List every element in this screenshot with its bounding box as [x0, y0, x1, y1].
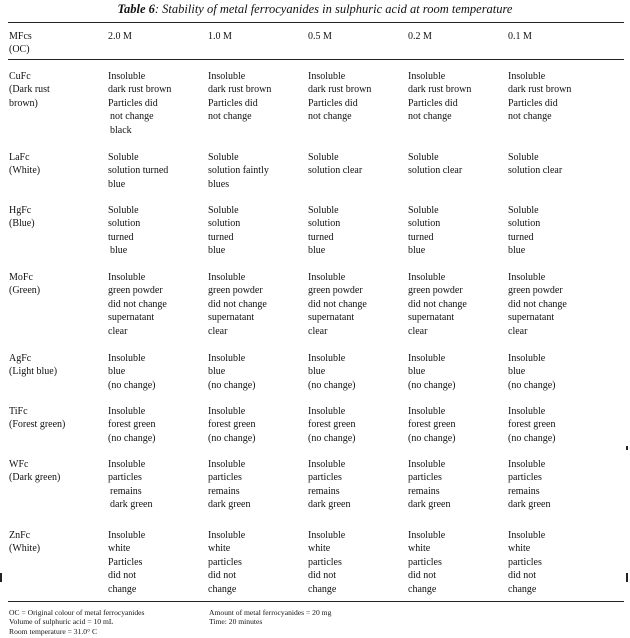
cell-line: black	[110, 124, 132, 136]
cell-wfc-0-5m	[308, 458, 350, 512]
cell-line: blue	[508, 245, 526, 257]
cell-line: dark rust brown	[108, 84, 172, 96]
cell-line: Insoluble	[508, 272, 546, 283]
cell-line: change	[208, 583, 237, 595]
top-rule	[8, 22, 624, 23]
cell-line: (no change)	[108, 432, 156, 444]
cell-line: clear	[208, 325, 228, 337]
cell-line: white	[308, 543, 331, 555]
cell-line: (no change)	[308, 379, 356, 391]
cell-line: not change	[110, 111, 154, 123]
cell-line: Particles did	[408, 97, 458, 109]
cell-mofc-1-0m	[208, 271, 267, 338]
cell-line: blue	[108, 178, 126, 190]
cell-line: turned	[508, 231, 534, 243]
cell-line: solution	[408, 218, 441, 230]
cell-line: not change	[508, 111, 552, 123]
caption-text: : Stability of metal ferrocyanides in sulphuric acid at room temperature	[154, 2, 513, 16]
cell-line: turned	[208, 231, 234, 243]
footnote-amount: Amount of metal ferrocyanides = 20 mg	[209, 608, 332, 617]
cell-line: blue	[508, 366, 526, 378]
cell-line: Insoluble	[208, 71, 246, 82]
cell-line: dark rust brown	[508, 84, 572, 96]
cell-lafc-0-1m	[508, 151, 562, 178]
cell-agfc-0-1m	[508, 352, 555, 392]
cell-line: Insoluble	[108, 353, 146, 364]
cell-line: particles	[208, 472, 242, 484]
cell-line: Insoluble	[308, 406, 346, 417]
cell-cufc-0-5m	[308, 70, 371, 124]
cell-line: Particles did	[308, 97, 358, 109]
bottom-rule	[8, 601, 624, 602]
cell-line: Particles did	[508, 97, 558, 109]
cell-line: (no change)	[408, 379, 456, 391]
cell-cufc-1-0m	[208, 70, 271, 124]
cell-line: Soluble	[108, 152, 139, 163]
row-label-wfc	[9, 458, 60, 485]
footnote-temperature: Room temperature = 31.0° C	[9, 626, 98, 636]
cell-line: (Green)	[9, 285, 41, 297]
cell-hgfc-2-0m	[108, 204, 140, 258]
cell-znfc-2-0m	[108, 529, 145, 596]
cell-line: particles	[308, 472, 342, 484]
cell-line: remains	[110, 485, 142, 497]
cell-line: green powder	[308, 285, 363, 297]
cell-line: solution	[208, 218, 241, 230]
cell-line: particles	[408, 556, 442, 568]
cell-line: supernatant	[408, 312, 455, 324]
footnotes-right	[209, 608, 331, 627]
cell-line: solution turned	[108, 165, 169, 177]
cell-line: 2.0 M	[108, 31, 132, 42]
cell-agfc-0-5m	[308, 352, 355, 392]
cell-line: did not	[408, 570, 437, 582]
cell-wfc-1-0m	[208, 458, 250, 512]
cell-line: Insoluble	[408, 353, 446, 364]
cell-line: particles	[508, 556, 542, 568]
footnote-volume: Volume of sulphuric acid = 10 mL	[9, 617, 114, 627]
cell-line: TiFc	[9, 406, 28, 417]
cell-line: Insoluble	[508, 406, 546, 417]
cell-line: dark rust brown	[208, 84, 272, 96]
cell-line: change	[108, 583, 137, 595]
cell-line: solution clear	[508, 165, 563, 177]
cell-line: Insoluble	[408, 459, 446, 470]
cell-line: Insoluble	[308, 272, 346, 283]
cell-line: brown)	[9, 97, 38, 109]
header-0-1m	[508, 30, 532, 43]
row-label-cufc	[9, 70, 50, 110]
cell-tifc-1-0m	[208, 405, 255, 445]
cell-line: Insoluble	[308, 71, 346, 82]
cell-line: forest green	[308, 419, 356, 431]
cell-line: blue	[108, 366, 126, 378]
cell-mofc-0-1m	[508, 271, 567, 338]
header-rule	[8, 59, 624, 60]
cell-line: blue	[208, 245, 226, 257]
cell-lafc-2-0m	[108, 151, 168, 191]
cell-line: 0.2 M	[408, 31, 432, 42]
cell-line: MoFc	[9, 272, 33, 283]
cell-line: Insoluble	[508, 71, 546, 82]
cell-hgfc-0-5m	[308, 204, 340, 258]
cell-line: supernatant	[208, 312, 255, 324]
cell-line: Particles	[108, 556, 143, 568]
cell-hgfc-0-1m	[508, 204, 540, 258]
cell-lafc-0-5m	[308, 151, 362, 178]
cell-line: Soluble	[408, 205, 439, 216]
footnotes-left	[9, 608, 144, 636]
cell-line: Soluble	[208, 205, 239, 216]
cell-line: (Blue)	[9, 218, 35, 230]
cell-line: Insoluble	[108, 71, 146, 82]
cell-line: HgFc	[9, 205, 32, 216]
cell-line: did not	[308, 570, 337, 582]
cell-line: Soluble	[308, 152, 339, 163]
cell-agfc-0-2m	[408, 352, 455, 392]
cell-line: dark rust brown	[408, 84, 472, 96]
cell-line: AgFc	[9, 353, 32, 364]
row-label-hgfc	[9, 204, 35, 231]
cell-line: particles	[208, 556, 242, 568]
cell-line: WFc	[9, 459, 29, 470]
cell-line: (Dark rust	[9, 84, 50, 96]
cell-lafc-1-0m	[208, 151, 269, 191]
cell-line: Soluble	[308, 205, 339, 216]
cell-line: particles	[108, 472, 142, 484]
header-0-2m	[408, 30, 432, 43]
cell-tifc-0-2m	[408, 405, 455, 445]
cell-line: (no change)	[308, 432, 356, 444]
cell-line: green powder	[408, 285, 463, 297]
cell-znfc-0-2m	[408, 529, 445, 596]
cell-line: (Dark green)	[9, 472, 61, 484]
cell-line: did not change	[408, 298, 467, 310]
cell-line: clear	[508, 325, 528, 337]
cell-line: 0.1 M	[508, 31, 532, 42]
margin-tick-right	[626, 573, 628, 582]
cell-line: blue	[408, 245, 426, 257]
cell-line: CuFc	[9, 71, 31, 82]
cell-line: dark green	[308, 499, 351, 511]
cell-line: ZnFc	[9, 530, 31, 541]
cell-line: blue	[208, 366, 226, 378]
cell-tifc-0-5m	[308, 405, 355, 445]
cell-line: Insoluble	[108, 272, 146, 283]
cell-line: clear	[308, 325, 328, 337]
cell-line: white	[508, 543, 531, 555]
cell-line: green powder	[108, 285, 163, 297]
cell-line: Insoluble	[308, 353, 346, 364]
cell-wfc-2-0m	[108, 458, 152, 512]
cell-line: white	[208, 543, 231, 555]
row-label-lafc	[9, 151, 40, 178]
cell-line: dark green	[508, 499, 551, 511]
cell-line: Insoluble	[108, 530, 146, 541]
cell-line: particles	[308, 556, 342, 568]
cell-wfc-0-2m	[408, 458, 450, 512]
cell-line: LaFc	[9, 152, 30, 163]
cell-lafc-0-2m	[408, 151, 462, 178]
footnote-oc: OC = Original colour of metal ferrocyanides	[9, 608, 145, 617]
cell-line: Insoluble	[208, 272, 246, 283]
cell-line: forest green	[108, 419, 156, 431]
cell-line: dark green	[408, 499, 451, 511]
cell-line: did not change	[108, 298, 167, 310]
cell-line: dark rust brown	[308, 84, 372, 96]
cell-line: supernatant	[108, 312, 155, 324]
cell-line: Soluble	[108, 205, 139, 216]
cell-hgfc-1-0m	[208, 204, 240, 258]
cell-line: turned	[308, 231, 334, 243]
row-label-tifc	[9, 405, 65, 432]
footnote-time: Time: 20 minutes	[209, 617, 263, 627]
cell-line: remains	[208, 485, 240, 497]
cell-line: green powder	[508, 285, 563, 297]
cell-line: Soluble	[208, 152, 239, 163]
cell-line: not change	[208, 111, 252, 123]
cell-agfc-2-0m	[108, 352, 155, 392]
cell-line: solution clear	[408, 165, 463, 177]
table-caption	[0, 2, 630, 17]
cell-cufc-0-1m	[508, 70, 571, 124]
cell-line: (Light blue)	[9, 366, 58, 378]
cell-line: remains	[408, 485, 440, 497]
cell-line: solution	[308, 218, 341, 230]
cell-line: did not	[108, 570, 137, 582]
cell-line: Insoluble	[308, 459, 346, 470]
cell-line: Insoluble	[408, 530, 446, 541]
cell-line: forest green	[508, 419, 556, 431]
cell-line: clear	[108, 325, 128, 337]
cell-wfc-0-1m	[508, 458, 550, 512]
cell-line: (no change)	[208, 379, 256, 391]
cell-line: did not	[208, 570, 237, 582]
cell-line: Insoluble	[408, 71, 446, 82]
caption-label: Table 6	[117, 2, 155, 16]
cell-line: supernatant	[308, 312, 355, 324]
cell-znfc-0-5m	[308, 529, 345, 596]
cell-line: (no change)	[208, 432, 256, 444]
margin-tick-left	[0, 573, 2, 582]
cell-line: white	[408, 543, 431, 555]
cell-line: blues	[208, 178, 230, 190]
cell-mofc-2-0m	[108, 271, 167, 338]
cell-line: MFcs	[9, 31, 32, 42]
cell-line: (no change)	[408, 432, 456, 444]
cell-mofc-0-5m	[308, 271, 367, 338]
cell-znfc-1-0m	[208, 529, 245, 596]
cell-line: clear	[408, 325, 428, 337]
cell-line: blue	[408, 366, 426, 378]
cell-agfc-1-0m	[208, 352, 255, 392]
cell-line: remains	[308, 485, 340, 497]
cell-line: (no change)	[108, 379, 156, 391]
cell-cufc-2-0m	[108, 70, 171, 137]
cell-line: 0.5 M	[308, 31, 332, 42]
cell-line: Particles did	[108, 97, 158, 109]
cell-line: did not change	[208, 298, 267, 310]
cell-line: Insoluble	[508, 353, 546, 364]
cell-line: Soluble	[408, 152, 439, 163]
cell-line: blue	[308, 366, 326, 378]
cell-tifc-2-0m	[108, 405, 155, 445]
cell-line: solution	[108, 218, 141, 230]
cell-line: particles	[508, 472, 542, 484]
cell-line: Insoluble	[108, 406, 146, 417]
cell-line: change	[408, 583, 437, 595]
cell-line: Soluble	[508, 152, 539, 163]
header-2-0m	[108, 30, 132, 43]
margin-tick-right-upper	[626, 446, 628, 450]
cell-line: (no change)	[508, 379, 556, 391]
cell-line: (White)	[9, 165, 41, 177]
cell-line: (Forest green)	[9, 419, 66, 431]
cell-line: (OC)	[9, 44, 30, 56]
cell-line: Insoluble	[508, 530, 546, 541]
cell-line: turned	[108, 231, 134, 243]
cell-line: (no change)	[508, 432, 556, 444]
header-0-5m	[308, 30, 332, 43]
cell-line: change	[508, 583, 537, 595]
cell-line: Soluble	[508, 205, 539, 216]
cell-line: did not change	[308, 298, 367, 310]
cell-tifc-0-1m	[508, 405, 555, 445]
cell-line: solution faintly	[208, 165, 269, 177]
cell-line: dark green	[110, 499, 153, 511]
header-1-0m	[208, 30, 232, 43]
cell-line: Insoluble	[208, 353, 246, 364]
row-label-znfc	[9, 529, 40, 556]
cell-line: Insoluble	[408, 272, 446, 283]
cell-line: supernatant	[508, 312, 555, 324]
cell-line: Insoluble	[508, 459, 546, 470]
row-label-agfc	[9, 352, 57, 379]
cell-line: Insoluble	[308, 530, 346, 541]
cell-line: blue	[110, 245, 128, 257]
cell-znfc-0-1m	[508, 529, 545, 596]
cell-cufc-0-2m	[408, 70, 471, 124]
cell-line: remains	[508, 485, 540, 497]
cell-line: (White)	[9, 543, 41, 555]
cell-line: did not change	[508, 298, 567, 310]
cell-line: Insoluble	[408, 406, 446, 417]
cell-line: not change	[308, 111, 352, 123]
cell-hgfc-0-2m	[408, 204, 440, 258]
cell-line: change	[308, 583, 337, 595]
cell-line: Particles did	[208, 97, 258, 109]
cell-line: 1.0 M	[208, 31, 232, 42]
cell-line: forest green	[208, 419, 256, 431]
cell-line: Insoluble	[208, 459, 246, 470]
cell-line: Insoluble	[208, 406, 246, 417]
cell-line: dark green	[208, 499, 251, 511]
cell-mofc-0-2m	[408, 271, 467, 338]
cell-line: forest green	[408, 419, 456, 431]
cell-line: white	[108, 543, 131, 555]
cell-line: solution clear	[308, 165, 363, 177]
cell-line: solution	[508, 218, 541, 230]
row-label-mofc	[9, 271, 40, 298]
cell-line: Insoluble	[108, 459, 146, 470]
cell-line: not change	[408, 111, 452, 123]
cell-line: blue	[308, 245, 326, 257]
cell-line: did not	[508, 570, 537, 582]
header-mfcs	[9, 30, 32, 57]
cell-line: turned	[408, 231, 434, 243]
cell-line: Insoluble	[208, 530, 246, 541]
cell-line: particles	[408, 472, 442, 484]
cell-line: green powder	[208, 285, 263, 297]
